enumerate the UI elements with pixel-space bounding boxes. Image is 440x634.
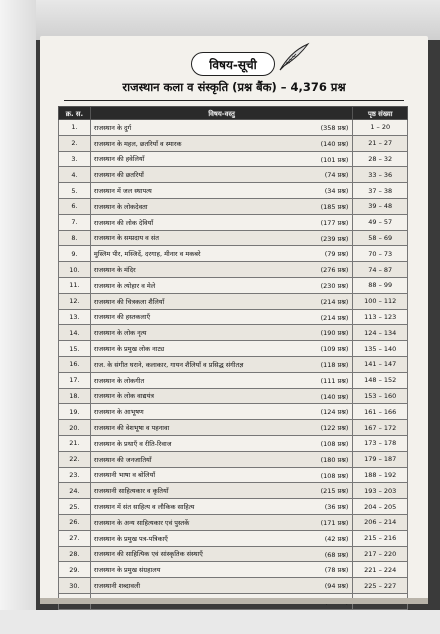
row-pages: 167 – 172 [353, 420, 408, 436]
table-row [59, 230, 408, 246]
row-number: 17. [59, 372, 91, 388]
table-row [59, 246, 408, 262]
row-pages: 153 – 160 [353, 388, 408, 404]
row-subject-cell [90, 483, 353, 499]
row-question-count: (214 प्रश्न) [320, 297, 349, 306]
row-subject-cell [90, 151, 353, 167]
row-pages: 173 – 178 [353, 435, 408, 451]
row-question-count: (111 प्रश्न) [320, 376, 349, 385]
row-subject: राजस्थान के लोक नृत्य [93, 329, 147, 338]
row-subject: राजस्थान के दुर्ग [93, 123, 132, 132]
row-subject: राजस्थान के प्रथाएँ व रीति-रिवाज [93, 439, 172, 448]
row-pages: 70 – 73 [353, 246, 408, 262]
row-number: 10. [59, 262, 91, 278]
row-question-count: (185 प्रश्न) [320, 202, 349, 211]
row-subject-cell [90, 435, 353, 451]
row-question-count: (230 प्रश्न) [320, 281, 349, 290]
table-row [59, 309, 408, 325]
table-row [59, 388, 408, 404]
row-number: 19. [59, 404, 91, 420]
row-subject-cell [90, 230, 353, 246]
background-left [0, 0, 36, 634]
row-subject-cell [90, 120, 353, 136]
row-number: 9. [59, 246, 91, 262]
row-subject-cell [90, 262, 353, 278]
row-pages: 37 – 38 [353, 183, 408, 199]
row-number: 25. [59, 499, 91, 515]
row-pages: 88 – 99 [353, 277, 408, 293]
table-row [59, 562, 408, 578]
row-number: 27. [59, 530, 91, 546]
row-number: 26. [59, 514, 91, 530]
row-question-count: (74 प्रश्न) [324, 171, 349, 180]
row-question-count: (109 प्रश्न) [320, 345, 349, 354]
row-subject-cell [90, 325, 353, 341]
contents-table [58, 106, 408, 610]
row-pages: 58 – 69 [353, 230, 408, 246]
table-row [59, 499, 408, 515]
table-row [59, 293, 408, 309]
table-row [59, 404, 408, 420]
row-subject: राजस्थान के प्रमुख संग्रहालय [93, 566, 161, 575]
table-row [59, 262, 408, 278]
row-subject-cell [90, 198, 353, 214]
table-row [59, 198, 408, 214]
row-subject: राज. के संगीत घराने, कलाकार, गायन शैलियाँ व प्रसिद्ध संगीतज्ञ [93, 360, 244, 369]
table-body [59, 120, 408, 610]
row-subject: राजस्थान के लोक वाद्ययंत्र [93, 392, 154, 401]
row-question-count: (118 प्रश्न) [320, 360, 349, 369]
row-subject-cell [90, 293, 353, 309]
row-subject: राजस्थान के प्रमुख लोक नाट्य [93, 345, 165, 354]
row-question-count: (36 प्रश्न) [324, 503, 349, 512]
page-subtitle: राजस्थान कला व संस्कृति (प्रश्न बैंक) – 4,376 प्रश्न [64, 80, 404, 101]
row-question-count: (190 प्रश्न) [320, 329, 349, 338]
row-subject-cell [90, 499, 353, 515]
row-pages: 124 – 134 [353, 325, 408, 341]
table-row [59, 530, 408, 546]
table-row [59, 372, 408, 388]
table-row [59, 325, 408, 341]
row-subject: राजस्थान की साहित्यिक एवं सांस्कृतिक संस्थाएँ [93, 550, 203, 559]
row-subject-cell [90, 530, 353, 546]
row-subject: राजस्थान की चित्रकला शैलियाँ [93, 297, 165, 306]
table-row [59, 183, 408, 199]
row-pages: 225 – 227 [353, 578, 408, 594]
table-row [59, 277, 408, 293]
quill-icon [276, 42, 310, 72]
row-pages: 193 – 203 [353, 483, 408, 499]
document-page [40, 36, 428, 604]
row-question-count: (108 प्रश्न) [320, 439, 349, 448]
row-subject: राजस्थान की जनजातियाँ [93, 455, 152, 464]
row-number: 6. [59, 198, 91, 214]
row-question-count: (215 प्रश्न) [320, 487, 349, 496]
row-subject-cell [90, 372, 353, 388]
row-pages: 49 – 57 [353, 214, 408, 230]
row-subject: राजस्थान की वेशभूषा व पहनावा [93, 424, 170, 433]
row-pages: 1 – 20 [353, 120, 408, 136]
row-pages: 215 – 216 [353, 530, 408, 546]
row-subject: राजस्थान के महल, छतरियाँ व स्मारक [93, 139, 182, 148]
row-question-count: (79 प्रश्न) [324, 250, 349, 259]
row-question-count: (171 प्रश्न) [320, 518, 349, 527]
row-subject-cell [90, 546, 353, 562]
row-subject-cell [90, 214, 353, 230]
row-number: 3. [59, 151, 91, 167]
row-subject: राजस्थानी शब्दावली [93, 582, 141, 590]
row-subject-cell [90, 420, 353, 436]
row-number: 30. [59, 578, 91, 594]
row-subject-cell [90, 451, 353, 467]
row-pages: 206 – 214 [353, 514, 408, 530]
row-pages: 148 – 152 [353, 372, 408, 388]
table-row [59, 135, 408, 151]
row-question-count: (42 प्रश्न) [324, 534, 349, 543]
table-row [59, 435, 408, 451]
row-question-count: (140 प्रश्न) [320, 139, 349, 148]
row-pages: 28 – 32 [353, 151, 408, 167]
row-subject-cell [90, 341, 353, 357]
row-pages: 33 – 36 [353, 167, 408, 183]
row-number: 23. [59, 467, 91, 483]
row-question-count: (358 प्रश्न) [320, 124, 349, 132]
header-subject: विषय-वस्तु [90, 107, 353, 120]
row-subject: राजस्थान की हस्तकलाएँ [93, 313, 151, 322]
row-question-count: (34 प्रश्न) [324, 187, 349, 196]
row-subject: मुस्लिम पीर, मस्जिदें, दरगाह, मीनार व मकबरे [93, 250, 201, 259]
row-subject-cell [90, 404, 353, 420]
row-number: 18. [59, 388, 91, 404]
row-number: 1. [59, 120, 91, 136]
row-number: 29. [59, 562, 91, 578]
row-pages: 179 – 187 [353, 451, 408, 467]
row-subject: राजस्थान के सम्प्रदाय व संत [93, 234, 159, 243]
row-number: 22. [59, 451, 91, 467]
row-number: 21. [59, 435, 91, 451]
row-number: 5. [59, 183, 91, 199]
row-question-count: (276 प्रश्न) [320, 266, 349, 275]
row-question-count: (78 प्रश्न) [324, 566, 349, 575]
row-question-count: (180 प्रश्न) [320, 455, 349, 464]
row-question-count: (108 प्रश्न) [320, 471, 349, 480]
table-row [59, 451, 408, 467]
page-edge [40, 598, 428, 604]
table-row [59, 120, 408, 136]
header-pages: पृष्ठ संख्या [353, 107, 408, 120]
row-subject: राजस्थान में संत साहित्य व लौकिक साहित्य [93, 503, 195, 512]
row-question-count: (122 प्रश्न) [320, 424, 349, 433]
row-subject: राजस्थान की लोक देवियाँ [93, 218, 154, 227]
table-row [59, 341, 408, 357]
row-question-count: (140 प्रश्न) [320, 392, 349, 401]
row-pages: 217 – 220 [353, 546, 408, 562]
row-subject-cell [90, 135, 353, 151]
row-subject: राजस्थान के अन्य साहित्यकार एवं पुस्तकें [93, 518, 190, 527]
table-header-row [59, 107, 408, 120]
row-number: 14. [59, 325, 91, 341]
row-number: 24. [59, 483, 91, 499]
row-pages: 188 – 192 [353, 467, 408, 483]
row-pages: 74 – 87 [353, 262, 408, 278]
row-pages: 100 – 112 [353, 293, 408, 309]
table-row [59, 546, 408, 562]
row-subject-cell [90, 578, 353, 594]
row-subject-cell [90, 514, 353, 530]
row-question-count: (94 प्रश्न) [324, 582, 349, 591]
row-pages: 135 – 140 [353, 341, 408, 357]
row-number: 7. [59, 214, 91, 230]
background-bottom [0, 610, 440, 634]
page-heading: विषय-सूची [191, 52, 275, 76]
row-pages: 221 – 224 [353, 562, 408, 578]
table-row [59, 356, 408, 372]
row-subject-cell [90, 467, 353, 483]
row-pages: 21 – 27 [353, 135, 408, 151]
row-question-count: (124 प्रश्न) [320, 408, 349, 417]
row-subject-cell [90, 388, 353, 404]
table-row [59, 578, 408, 594]
header-num: क्र. स. [59, 107, 91, 120]
row-pages: 161 – 166 [353, 404, 408, 420]
row-number: 15. [59, 341, 91, 357]
row-subject: राजस्थान में जल स्थापत्य [93, 187, 152, 196]
row-subject: राजस्थानी भाषा व बोलियाँ [93, 471, 156, 480]
row-pages: 141 – 147 [353, 356, 408, 372]
row-number: 4. [59, 167, 91, 183]
table-row [59, 514, 408, 530]
row-subject-cell [90, 167, 353, 183]
row-subject: राजस्थान की छतरियाँ [93, 171, 144, 180]
row-subject-cell [90, 183, 353, 199]
row-pages: 39 – 48 [353, 198, 408, 214]
table-row [59, 151, 408, 167]
table-row [59, 167, 408, 183]
row-number: 12. [59, 293, 91, 309]
row-number: 11. [59, 277, 91, 293]
row-pages: 204 – 205 [353, 499, 408, 515]
row-number: 8. [59, 230, 91, 246]
row-subject: राजस्थान के प्रमुख पत्र-पत्रिकाएँ [93, 534, 168, 543]
row-subject: राजस्थान के आभूषण [93, 408, 144, 417]
row-subject: राजस्थानी साहित्यकार व कृतियाँ [93, 487, 169, 496]
row-subject-cell [90, 277, 353, 293]
row-subject: राजस्थान की हवेलियाँ [93, 155, 145, 164]
background-top [0, 0, 440, 40]
row-number: 16. [59, 356, 91, 372]
row-subject-cell [90, 356, 353, 372]
row-question-count: (101 प्रश्न) [320, 155, 349, 164]
row-question-count: (177 प्रश्न) [320, 218, 349, 227]
row-number: 20. [59, 420, 91, 436]
row-question-count: (239 प्रश्न) [320, 234, 349, 243]
row-number: 28. [59, 546, 91, 562]
row-subject: राजस्थान के त्योहार व मेले [93, 281, 156, 290]
row-subject-cell [90, 246, 353, 262]
row-number: 2. [59, 135, 91, 151]
row-question-count: (68 प्रश्न) [324, 550, 349, 559]
row-pages: 113 – 123 [353, 309, 408, 325]
table-row [59, 420, 408, 436]
row-subject: राजस्थान के लोकगीत [93, 376, 145, 385]
row-subject: राजस्थान के लोकदेवता [93, 202, 148, 211]
row-question-count: (214 प्रश्न) [320, 313, 349, 322]
row-number: 13. [59, 309, 91, 325]
row-subject: राजस्थान के मंदिर [93, 266, 136, 275]
table-row [59, 467, 408, 483]
table-row [59, 214, 408, 230]
table-row [59, 483, 408, 499]
row-subject-cell [90, 309, 353, 325]
row-subject-cell [90, 562, 353, 578]
